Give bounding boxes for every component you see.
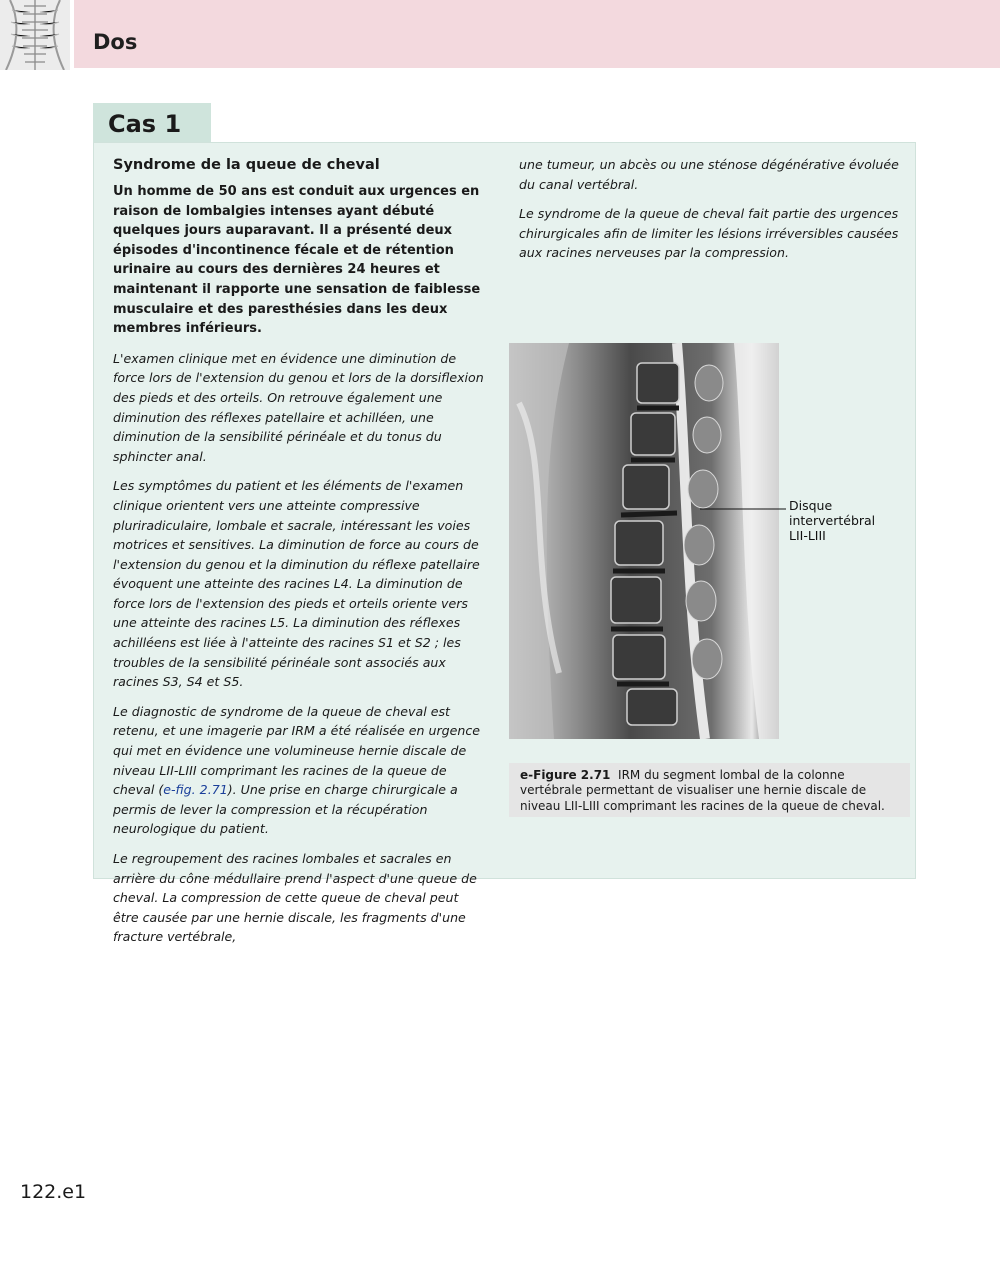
figure-caption-label: e-Figure 2.71 (520, 768, 611, 782)
figure-caption (520, 768, 905, 814)
case-lead-paragraph: Un homme de 50 ans est conduit aux urgences en raison de lombalgies intenses ayant débuté quelques jours auparavant. Il a présenté deux épisodes d'incontinence fécale et de rétention urinaire au cours des dernières 24 heures et maintenant il rapporte une sensation de faiblesse musculaire et des paresthésies dans les deux membres inférieurs. (113, 184, 481, 337)
case-left-column (113, 155, 488, 957)
spine-thumbnail-image (0, 0, 70, 70)
callout-line-2: LII-LIII (789, 528, 826, 543)
causes-paragraph: une tumeur, un abcès ou une sténose dégénérative évoluée du canal vertébral. (519, 157, 899, 192)
figure-caption-box (509, 763, 910, 817)
diagnosis-text-start: Le diagnostic de syndrome de la queue de cheval est retenu, et une imagerie par IRM a été réalisée en urgence qui met en évidence une volumineuse hernie discale de niveau LII-LIII comprimant les racines de la queue de cheval ( (113, 703, 481, 798)
mri-lumbar-spine-image (509, 343, 779, 739)
callout-leader-line (700, 507, 790, 511)
diagnosis-paragraph (113, 702, 488, 839)
chapter-title: Dos (93, 30, 138, 54)
emergency-paragraph: Le syndrome de la queue de cheval fait partie des urgences chirurgicales afin de limiter les lésions irréversibles causées aux racines nerveuses par la compression. (519, 206, 899, 261)
callout-line-1: Disque intervertébral (789, 498, 876, 528)
figure-caption-text: IRM du segment lombal de la colonne vertébrale permettant de visualiser une hernie discale de niveau LII-LIII comprimant les racines de la queue de cheval. (520, 768, 885, 813)
page-number: 122.e1 (20, 1181, 87, 1203)
case-right-column (519, 155, 899, 273)
figure-reference-link[interactable]: e-fig. 2.71 (163, 782, 228, 798)
disc-callout-label (789, 498, 919, 543)
section-title: Syndrome de la queue de cheval (113, 157, 380, 173)
diagnosis-text-end: ). Une prise en charge chirurgicale a permis de lever la compression et la récupération neurologique du patient. (113, 782, 458, 837)
case-tab-label: Cas 1 (108, 110, 182, 138)
chapter-header-band (74, 0, 1000, 68)
anatomy-paragraph: Le regroupement des racines lombales et sacrales en arrière du cône médullaire prend l'aspect d'une queue de cheval. La compression de cette queue de cheval peut être causée par une hernie discale, les fragments d'une fracture vertébrale, (113, 851, 477, 945)
exam-paragraph: L'examen clinique met en évidence une diminution de force lors de l'extension du genou et lors de la dorsiflexion des pieds et des orteils. On retrouve également une diminution des réflexes patellaire et achilléen, une diminution de la sensibilité périnéale et du tonus du sphincter anal. (113, 350, 484, 464)
case-tab (93, 103, 211, 143)
symptoms-paragraph: Les symptômes du patient et les éléments de l'examen clinique orientent vers une atteinte compressive pluriradiculaire, lombale et sacrale, intéressant les voies motrices et sensitives. La diminution de force au cours de l'extension du genou et la diminution du réflexe patellaire évoquent une atteinte des racines L4. La diminution de force lors de l'extension des pieds et orteils oriente vers une atteinte des racines L5. La diminution des réflexes achilléens est liée à l'atteinte des racines S1 et S2 ; les troubles de la sensibilité périnéale sont associés aux racines S3, S4 et S5. (113, 478, 480, 690)
